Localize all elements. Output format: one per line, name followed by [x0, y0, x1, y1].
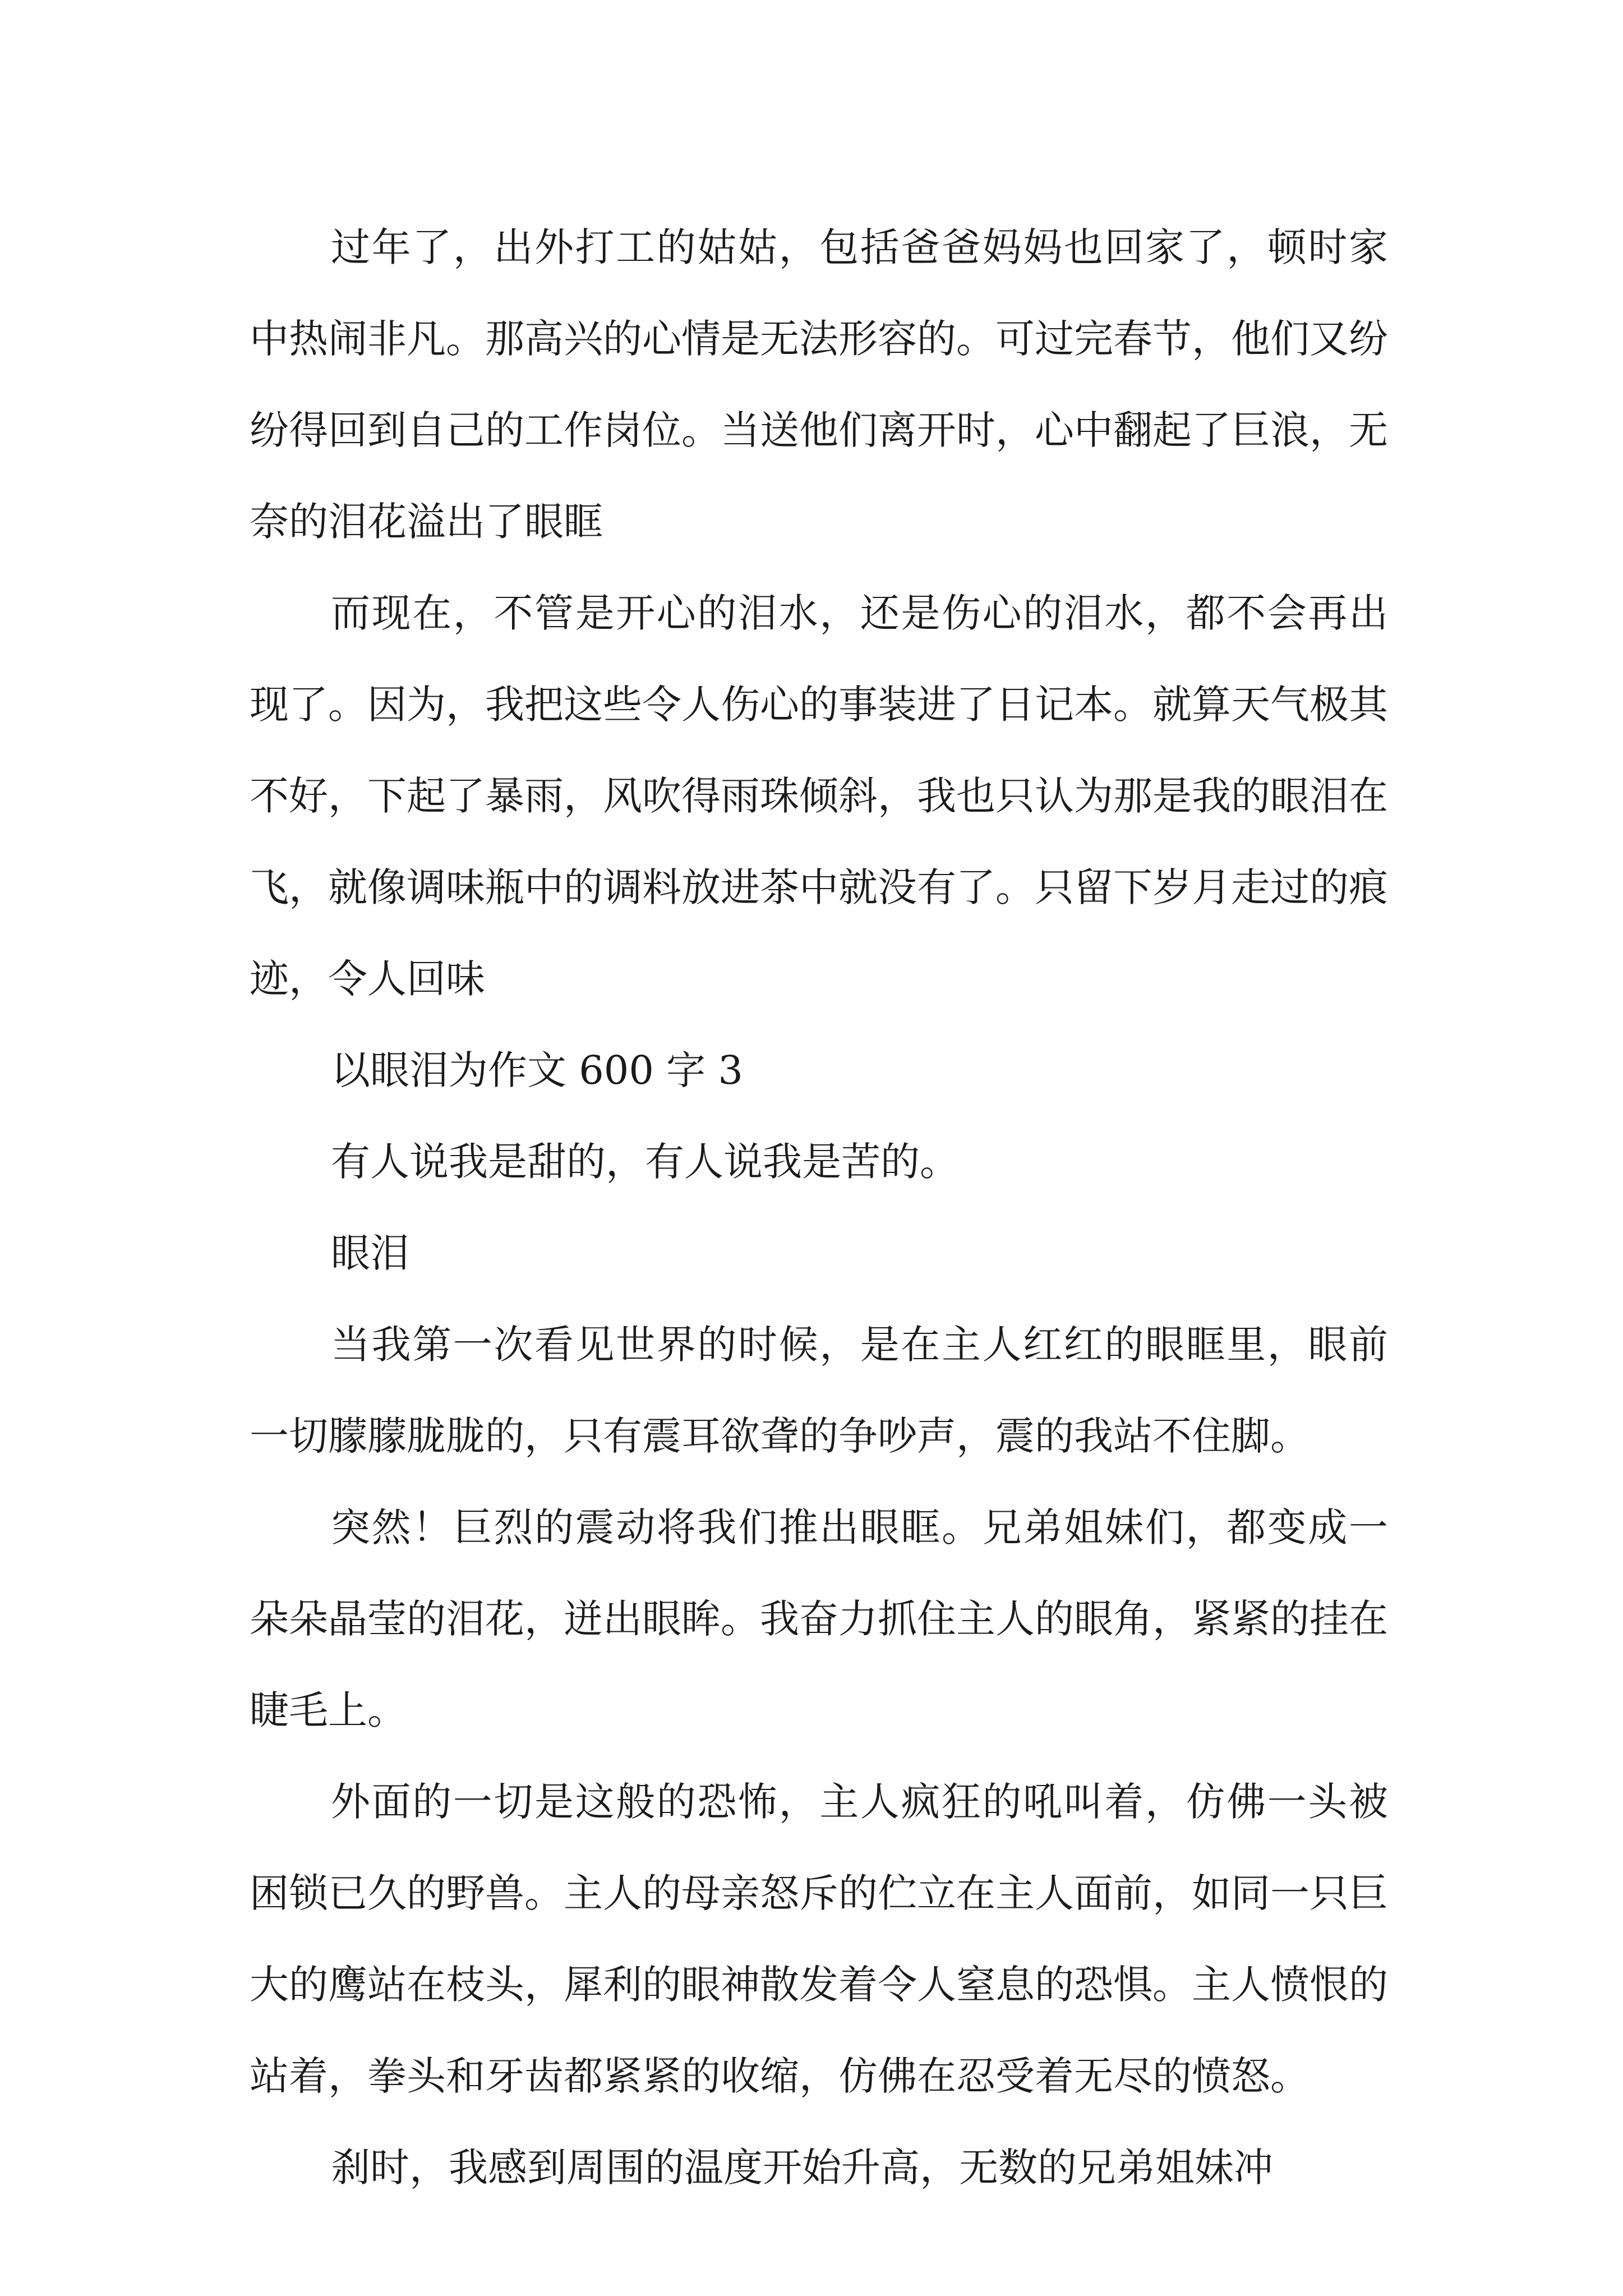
body-text [250, 202, 1388, 2214]
paragraph-instantly: 刹时，我感到周围的温度开始升高，无数的兄弟姐妹冲 [331, 2145, 1273, 2191]
paragraph-suddenly: 突然！巨烈的震动将我们推出眼眶。兄弟姐妹们，都变成一朵朵晶莹的泪花，迸出眼眸。我奋力抓住主人的眼角，紧紧的挂在睫毛上。 [250, 1504, 1388, 1733]
paragraph-outside: 外面的一切是这般的恐怖，主人疯狂的吼叫着，仿佛一头被困锁已久的野兽。主人的母亲怒斥的伫立在主人面前，如同一只巨大的鹰站在枝头，犀利的眼神散发着令人窒息的恐惧。主人愤恨的站着，拳头和牙齿都紧紧的收缩，仿佛在忍受着无尽的愤怒。 [250, 1779, 1388, 2099]
paragraph-sweet-bitter: 有人说我是甜的，有人说我是苦的。 [331, 1139, 959, 1185]
paragraph-now: 而现在，不管是开心的泪水，还是伤心的泪水，都不会再出现了。因为，我把这些令人伤心的事装进了日记本。就算天气极其不好，下起了暴雨，风吹得雨珠倾斜，我也只认为那是我的眼泪在飞，就像调味瓶中的调料放进茶中就没有了。只留下岁月走过的痕迹，令人回味 [250, 590, 1388, 1002]
paragraph-new-year: 过年了，出外打工的姑姑，包括爸爸妈妈也回家了，顿时家中热闹非凡。那高兴的心情是无法形容的。可过完春节，他们又纷纷得回到自己的工作岗位。当送他们离开时，心中翻起了巨浪，无奈的泪花溢出了眼眶 [250, 224, 1388, 545]
subheading-tears: 眼泪 [331, 1230, 409, 1276]
section-heading: 以眼泪为作文 600 字 3 [331, 1047, 743, 1093]
paragraph-first-sight: 当我第一次看见世界的时候，是在主人红红的眼眶里，眼前一切朦朦胧胧的，只有震耳欲聋的争吵声，震的我站不住脚。 [250, 1322, 1388, 1459]
